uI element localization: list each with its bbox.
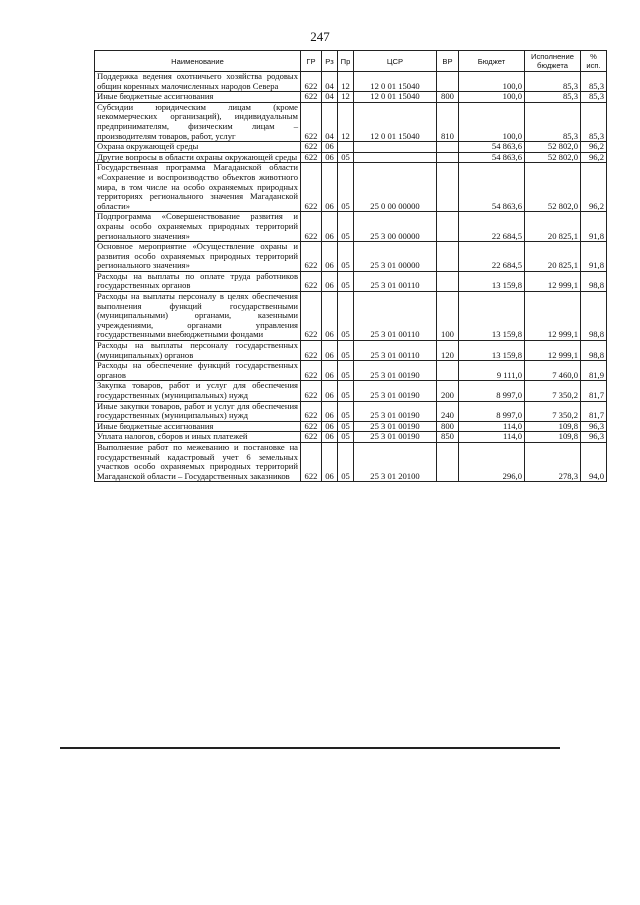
- budget-table: [94, 50, 607, 482]
- cell-vr: [437, 152, 459, 163]
- cell-rz: 06: [322, 212, 338, 242]
- cell-percent: 98,8: [581, 271, 607, 291]
- table-row: [95, 92, 607, 103]
- cell-vr: 100: [437, 292, 459, 341]
- cell-budget: 8 997,0: [459, 381, 525, 401]
- column-header-execution: Исполнение бюджета: [525, 51, 581, 72]
- cell-execution: 12 999,1: [525, 341, 581, 361]
- cell-name: Иные бюджетные ассигнования: [95, 421, 301, 432]
- cell-gr: 622: [301, 102, 322, 141]
- cell-percent: 81,7: [581, 381, 607, 401]
- cell-percent: 96,2: [581, 152, 607, 163]
- cell-name: Выполнение работ по межеванию и постановке на государственный кадастровый учет 6 земельных участков особо охраняемых природных территорий Магаданской области – Государственных заказников: [95, 442, 301, 481]
- cell-percent: 98,8: [581, 341, 607, 361]
- cell-csr: 25 3 01 00110: [354, 292, 437, 341]
- cell-rz: 06: [322, 152, 338, 163]
- cell-execution: 20 825,1: [525, 212, 581, 242]
- cell-budget: 22 684,5: [459, 212, 525, 242]
- cell-budget: 296,0: [459, 442, 525, 481]
- column-header-gr: ГР: [301, 51, 322, 72]
- table-row: [95, 72, 607, 92]
- cell-name: Поддержка ведения охотничьего хозяйства родовых общин коренных малочисленных народов Севера: [95, 72, 301, 92]
- cell-pr: 05: [338, 381, 354, 401]
- cell-pr: 05: [338, 292, 354, 341]
- cell-budget: 54 863,6: [459, 163, 525, 212]
- cell-gr: 622: [301, 152, 322, 163]
- cell-execution: 109,8: [525, 432, 581, 443]
- cell-vr: 800: [437, 92, 459, 103]
- cell-gr: 622: [301, 292, 322, 341]
- cell-vr: [437, 163, 459, 212]
- cell-vr: [437, 242, 459, 272]
- cell-percent: 81,7: [581, 401, 607, 421]
- table-row: [95, 163, 607, 212]
- cell-execution: 85,3: [525, 92, 581, 103]
- table-row: [95, 102, 607, 141]
- cell-pr: [338, 142, 354, 153]
- cell-rz: 06: [322, 242, 338, 272]
- table-row: [95, 212, 607, 242]
- cell-budget: 100,0: [459, 102, 525, 141]
- table-row: [95, 432, 607, 443]
- cell-vr: 850: [437, 432, 459, 443]
- cell-csr: 12 0 01 15040: [354, 72, 437, 92]
- cell-csr: [354, 152, 437, 163]
- cell-budget: 13 159,8: [459, 341, 525, 361]
- cell-rz: 06: [322, 361, 338, 381]
- cell-pr: 05: [338, 421, 354, 432]
- cell-pr: 12: [338, 102, 354, 141]
- cell-name: Другие вопросы в области охраны окружающей среды: [95, 152, 301, 163]
- cell-csr: 25 3 01 00190: [354, 381, 437, 401]
- cell-execution: 109,8: [525, 421, 581, 432]
- cell-pr: 12: [338, 72, 354, 92]
- cell-vr: [437, 212, 459, 242]
- column-header-pr: Пр: [338, 51, 354, 72]
- cell-gr: 622: [301, 432, 322, 443]
- cell-execution: 12 999,1: [525, 292, 581, 341]
- cell-rz: 04: [322, 72, 338, 92]
- cell-name: Расходы на выплаты персоналу государственных (муниципальных) органов: [95, 341, 301, 361]
- cell-budget: 54 863,6: [459, 152, 525, 163]
- cell-percent: 96,2: [581, 163, 607, 212]
- cell-csr: 25 3 01 00190: [354, 401, 437, 421]
- cell-vr: 800: [437, 421, 459, 432]
- cell-csr: 12 0 01 15040: [354, 102, 437, 141]
- cell-execution: 12 999,1: [525, 271, 581, 291]
- cell-percent: 96,2: [581, 142, 607, 153]
- cell-vr: [437, 72, 459, 92]
- cell-percent: 91,8: [581, 212, 607, 242]
- cell-name: Иные закупки товаров, работ и услуг для обеспечения государственных (муниципальных) нужд: [95, 401, 301, 421]
- cell-percent: 85,3: [581, 92, 607, 103]
- cell-gr: 622: [301, 442, 322, 481]
- cell-gr: 622: [301, 242, 322, 272]
- cell-csr: 25 3 01 00110: [354, 341, 437, 361]
- cell-name: Иные бюджетные ассигнования: [95, 92, 301, 103]
- cell-pr: 05: [338, 341, 354, 361]
- cell-execution: 85,3: [525, 102, 581, 141]
- cell-csr: 25 0 00 00000: [354, 163, 437, 212]
- table-row: [95, 142, 607, 153]
- table-row: [95, 152, 607, 163]
- cell-gr: 622: [301, 92, 322, 103]
- cell-budget: 22 684,5: [459, 242, 525, 272]
- cell-pr: 05: [338, 152, 354, 163]
- cell-pr: 05: [338, 242, 354, 272]
- table-row: [95, 361, 607, 381]
- table-row: [95, 421, 607, 432]
- cell-name: Охрана окружающей среды: [95, 142, 301, 153]
- cell-execution: 278,3: [525, 442, 581, 481]
- cell-percent: 94,0: [581, 442, 607, 481]
- cell-budget: 100,0: [459, 92, 525, 103]
- cell-vr: 810: [437, 102, 459, 141]
- bottom-rule: [60, 747, 560, 749]
- cell-budget: 114,0: [459, 421, 525, 432]
- cell-pr: 05: [338, 212, 354, 242]
- cell-gr: 622: [301, 401, 322, 421]
- cell-budget: 100,0: [459, 72, 525, 92]
- cell-name: Закупка товаров, работ и услуг для обеспечения государственных (муниципальных) нужд: [95, 381, 301, 401]
- table-row: [95, 442, 607, 481]
- cell-name: Расходы на выплаты по оплате труда работников государственных органов: [95, 271, 301, 291]
- cell-csr: 25 3 01 00000: [354, 242, 437, 272]
- cell-name: Подпрограмма «Совершенствование развития и охраны особо охраняемых природных территорий регионального значения»: [95, 212, 301, 242]
- table-row: [95, 292, 607, 341]
- table-header-row: [95, 51, 607, 72]
- column-header-rz: Рз: [322, 51, 338, 72]
- cell-vr: [437, 442, 459, 481]
- cell-gr: 622: [301, 72, 322, 92]
- cell-rz: 06: [322, 163, 338, 212]
- cell-rz: 06: [322, 271, 338, 291]
- cell-vr: [437, 271, 459, 291]
- table-row: [95, 401, 607, 421]
- cell-vr: [437, 142, 459, 153]
- cell-name: Основное мероприятие «Осуществление охраны и развития особо охраняемых природных территорий регионального значения»: [95, 242, 301, 272]
- table-row: [95, 271, 607, 291]
- cell-pr: 05: [338, 401, 354, 421]
- cell-csr: 25 3 01 00190: [354, 421, 437, 432]
- cell-pr: 12: [338, 92, 354, 103]
- cell-name: Расходы на выплаты персоналу в целях обеспечения выполнения функций государственными (муниципальными) органами, казенными учреждениями, органами управления государственными внебюджетными фондами: [95, 292, 301, 341]
- cell-csr: 25 3 01 00110: [354, 271, 437, 291]
- cell-percent: 96,3: [581, 432, 607, 443]
- page-number: 247: [310, 29, 330, 44]
- cell-execution: 52 802,0: [525, 152, 581, 163]
- cell-percent: 91,8: [581, 242, 607, 272]
- cell-budget: 13 159,8: [459, 271, 525, 291]
- cell-execution: 20 825,1: [525, 242, 581, 272]
- cell-gr: 622: [301, 212, 322, 242]
- column-header-budget: Бюджет: [459, 51, 525, 72]
- cell-rz: 06: [322, 292, 338, 341]
- cell-rz: 06: [322, 341, 338, 361]
- cell-gr: 622: [301, 381, 322, 401]
- cell-budget: 9 111,0: [459, 361, 525, 381]
- cell-name: Субсидии юридическим лицам (кроме некоммерческих организаций), индивидуальным предпринимателям, физическим лицам – производителям товаров, работ, услуг: [95, 102, 301, 141]
- cell-gr: 622: [301, 341, 322, 361]
- cell-csr: [354, 142, 437, 153]
- cell-gr: 622: [301, 271, 322, 291]
- cell-csr: 25 3 00 00000: [354, 212, 437, 242]
- cell-rz: 06: [322, 442, 338, 481]
- column-header-percent: % исп.: [581, 51, 607, 72]
- cell-vr: 200: [437, 381, 459, 401]
- cell-pr: 05: [338, 442, 354, 481]
- cell-name: Государственная программа Магаданской области «Сохранение и воспроизводство объектов животного мира, в том числе на особо охраняемых природных территориях регионального значения Магаданской области»: [95, 163, 301, 212]
- cell-vr: 240: [437, 401, 459, 421]
- column-header-vr: ВР: [437, 51, 459, 72]
- cell-execution: 7 460,0: [525, 361, 581, 381]
- cell-budget: 54 863,6: [459, 142, 525, 153]
- cell-gr: 622: [301, 421, 322, 432]
- cell-vr: [437, 361, 459, 381]
- cell-gr: 622: [301, 142, 322, 153]
- cell-csr: 25 3 01 20100: [354, 442, 437, 481]
- cell-budget: 114,0: [459, 432, 525, 443]
- column-header-name: Наименование: [95, 51, 301, 72]
- cell-name: Уплата налогов, сборов и иных платежей: [95, 432, 301, 443]
- cell-pr: 05: [338, 432, 354, 443]
- cell-rz: 06: [322, 401, 338, 421]
- table-row: [95, 341, 607, 361]
- cell-rz: 04: [322, 102, 338, 141]
- table-row: [95, 242, 607, 272]
- cell-csr: 25 3 01 00190: [354, 432, 437, 443]
- cell-percent: 81,9: [581, 361, 607, 381]
- cell-pr: 05: [338, 271, 354, 291]
- cell-rz: 06: [322, 142, 338, 153]
- cell-pr: 05: [338, 163, 354, 212]
- cell-rz: 06: [322, 381, 338, 401]
- cell-execution: 52 802,0: [525, 142, 581, 153]
- cell-csr: 25 3 01 00190: [354, 361, 437, 381]
- cell-gr: 622: [301, 361, 322, 381]
- cell-percent: 98,8: [581, 292, 607, 341]
- cell-budget: 8 997,0: [459, 401, 525, 421]
- cell-gr: 622: [301, 163, 322, 212]
- cell-percent: 85,3: [581, 102, 607, 141]
- cell-rz: 06: [322, 432, 338, 443]
- cell-percent: 96,3: [581, 421, 607, 432]
- cell-execution: 7 350,2: [525, 401, 581, 421]
- cell-csr: 12 0 01 15040: [354, 92, 437, 103]
- column-header-csr: ЦСР: [354, 51, 437, 72]
- cell-execution: 52 802,0: [525, 163, 581, 212]
- cell-pr: 05: [338, 361, 354, 381]
- cell-execution: 7 350,2: [525, 381, 581, 401]
- cell-vr: 120: [437, 341, 459, 361]
- table-row: [95, 381, 607, 401]
- cell-rz: 04: [322, 92, 338, 103]
- cell-execution: 85,3: [525, 72, 581, 92]
- cell-percent: 85,3: [581, 72, 607, 92]
- cell-rz: 06: [322, 421, 338, 432]
- cell-name: Расходы на обеспечение функций государственных органов: [95, 361, 301, 381]
- cell-budget: 13 159,8: [459, 292, 525, 341]
